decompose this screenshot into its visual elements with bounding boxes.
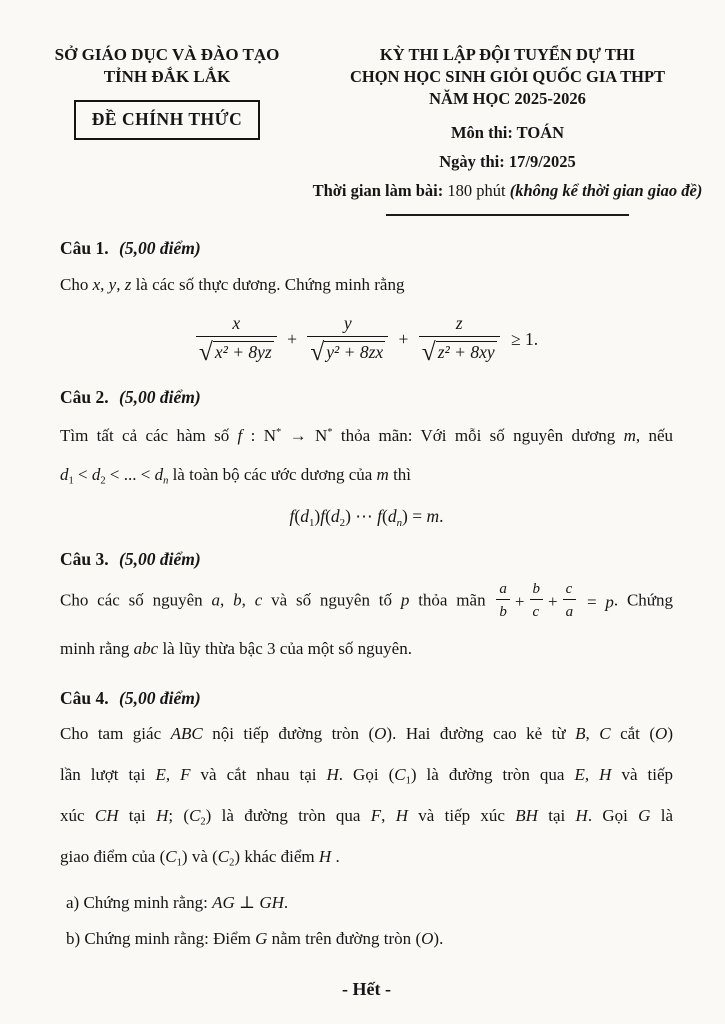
inline-fraction-2-denominator: c	[530, 599, 544, 624]
problem-2-heading	[60, 387, 673, 408]
problem-1-number: Câu 1.	[60, 238, 109, 259]
fraction-2-denominator	[307, 336, 388, 365]
problem-1	[60, 238, 673, 365]
exam-body	[60, 238, 673, 999]
problem-4-line-4: giao điểm của $(C_1)$ và $(C_2)$ khác điểm H .	[60, 847, 340, 869]
fraction-1-radicand: x² + 8yz	[214, 341, 272, 362]
fraction-3-denominator	[419, 336, 500, 365]
date-line	[304, 152, 711, 172]
problem-4-item-a: a) Chứng minh rằng: AG ⊥ GH.	[66, 893, 289, 913]
fraction-1-numerator: x	[232, 313, 241, 334]
equals-p: = p	[578, 592, 614, 612]
problem-3-heading	[60, 549, 673, 570]
subject-line	[304, 123, 711, 143]
duration-note: (không kể thời gian giao đề)	[509, 181, 703, 201]
exam-title-line-3: NĂM HỌC 2025-2026	[429, 89, 586, 109]
inline-fraction-1	[496, 580, 510, 623]
header-exam-block	[304, 44, 711, 216]
plus-operator: +	[514, 592, 525, 612]
fraction-2-radicand: y² + 8zx	[326, 341, 384, 362]
exam-title-line-2: CHỌN HỌC SINH GIỎI QUỐC GIA THPT	[349, 67, 666, 87]
issuer-line-1: SỞ GIÁO DỤC VÀ ĐÀO TẠO	[54, 45, 280, 64]
fraction-3-radicand: z² + 8xy	[437, 341, 495, 362]
problem-4-line-1: Cho tam giác ABC nội tiếp đường tròn (O). Hai đường cao kẻ từ B, C cắt (O)	[60, 723, 673, 743]
inline-fraction-1-numerator: a	[499, 581, 507, 598]
radical-sign: √	[198, 337, 213, 366]
problem-3-points: (5,00 điểm)	[119, 549, 201, 570]
problem-1-points: (5,00 điểm)	[119, 238, 201, 259]
header-issuer-block	[42, 44, 292, 140]
problem-4-item-b: b) Chứng minh rằng: Điểm G nằm trên đường tròn (O).	[66, 928, 444, 948]
problem-2-formula: $f(d_1)f(d_2)$ ⋯ $f(d_n) = m$.	[289, 506, 444, 529]
plus-operator: +	[548, 592, 558, 612]
fraction-term-3	[419, 313, 500, 365]
problem-4-statement	[60, 713, 673, 878]
problem-4-points: (5,00 điểm)	[119, 687, 201, 708]
inline-fraction-3	[563, 580, 577, 623]
problem-3-outro: . Chứng	[613, 590, 674, 610]
problem-3-inline-equation	[494, 581, 614, 620]
exam-title-line-1: KỲ THI LẬP ĐỘI TUYỂN DỰ THI	[379, 45, 636, 64]
radical-sign: √	[421, 337, 436, 366]
duration-label: Thời gian làm bài:	[312, 181, 448, 201]
problem-2	[60, 387, 673, 527]
inline-fraction-2	[530, 580, 544, 623]
official-exam-box: ĐỀ CHÍNH THỨC	[74, 100, 260, 140]
fraction-1-denominator	[196, 336, 277, 365]
fraction-term-1	[196, 313, 277, 365]
subject-label: Môn thi:	[450, 123, 517, 143]
plus-operator: +	[398, 328, 409, 349]
problem-4-heading	[60, 688, 673, 709]
problem-3-statement-line-1	[60, 580, 673, 623]
problem-4-subitems	[60, 885, 673, 956]
problem-3-intro: Cho các số nguyên a, b, c và số nguyên tố p thỏa mãn	[60, 590, 495, 610]
problem-4-line-3: xúc CH tại H; $(C_2)$ là đường tròn qua F, H và tiếp xúc BH tại H. Gọi G là	[60, 805, 674, 828]
problem-2-points: (5,00 điểm)	[119, 387, 201, 408]
problem-4	[60, 688, 673, 957]
duration-value: 180 phút	[447, 181, 510, 201]
problem-1-statement: Cho x, y, z là các số thực dương. Chứng minh rằng	[60, 275, 405, 295]
problem-2-number: Câu 2.	[60, 387, 109, 408]
problem-2-statement-line-1: Tìm tất cả các hàm số f : N* → N* thỏa mãn: Với mỗi số nguyên dương m, nếu	[60, 426, 674, 446]
plus-operator: +	[287, 328, 297, 349]
problem-4-line-2: lần lượt tại E, F và cắt nhau tại H. Gọi $(C_1)$ là đường tròn qua E, H và tiếp	[60, 764, 674, 787]
problem-3	[60, 549, 673, 666]
problem-1-formula	[60, 313, 673, 365]
subject-value: TOÁN	[516, 123, 565, 143]
fraction-2-numerator: y	[343, 313, 352, 334]
inline-fraction-3-denominator: a	[563, 599, 577, 624]
header-divider	[386, 214, 629, 216]
date-value: 17/9/2025	[508, 152, 576, 172]
page-header	[0, 44, 725, 216]
problem-2-statement-line-2: $d_1 < d_2$ < ... < $d_n$ là toàn bộ các ước dương của m thì	[60, 465, 412, 488]
inline-fraction-1-denominator: b	[496, 599, 510, 624]
fraction-3-numerator: z	[455, 313, 463, 334]
issuer-line-2: TỈNH ĐẮK LẮK	[103, 67, 231, 87]
duration-line	[304, 181, 711, 201]
inline-fraction-3-numerator: c	[565, 581, 573, 598]
date-label: Ngày thi:	[439, 152, 509, 172]
problem-4-number: Câu 4.	[60, 687, 109, 708]
radical-sign: √	[310, 337, 325, 366]
problem-1-heading	[60, 238, 673, 259]
inequality-tail: ≥ 1.	[511, 328, 539, 349]
end-marker: - Hết -	[342, 978, 391, 999]
fraction-term-2	[307, 313, 388, 365]
problem-3-statement-line-2: minh rằng abc là lũy thừa bậc 3 của một số nguyên.	[60, 639, 412, 659]
inline-fraction-2-numerator: b	[532, 581, 541, 598]
problem-3-number: Câu 3.	[60, 549, 109, 570]
